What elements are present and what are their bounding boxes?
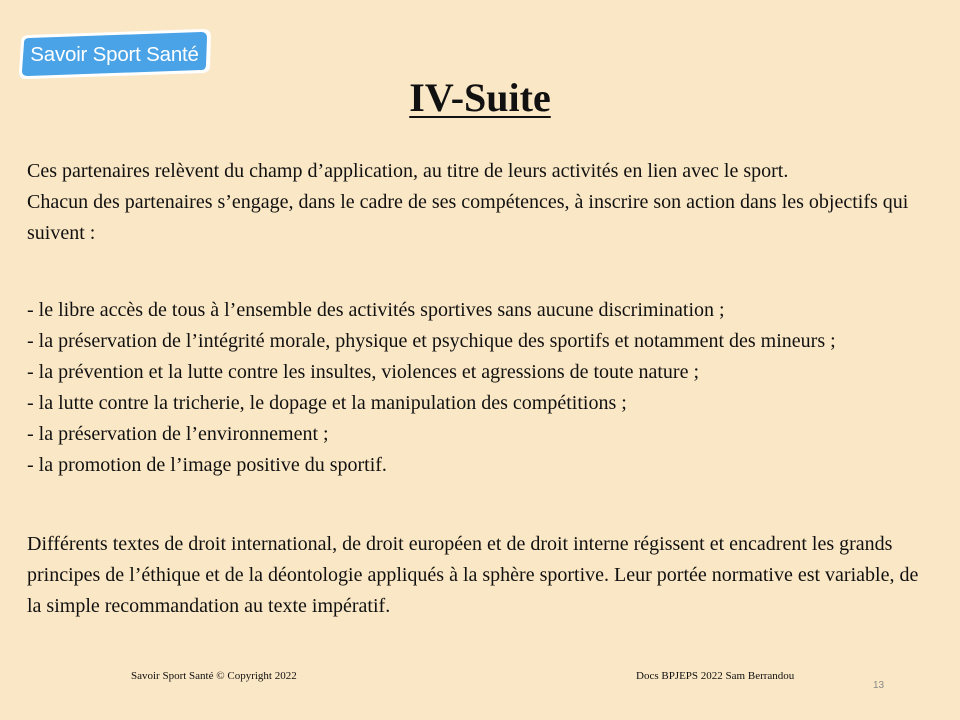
page-number: 13 — [873, 680, 885, 691]
objectives-list — [27, 295, 932, 481]
logo-text: Savoir Sport Santé — [30, 43, 199, 66]
intro-paragraph: Ces partenaires relèvent du champ d’application, au titre de leurs activités en lien avec le sport. — [27, 160, 789, 182]
conclusion-paragraph: Différents textes de droit international, de droit européen et de droit interne régissent et encadrent les grands principes de l’éthique et de la déontologie appliqués à la sphère sportive. Leur portée normative est variable, de la simple recommandation au texte impératif. — [27, 533, 919, 617]
conclusion-block — [27, 529, 932, 622]
objective-item: - le libre accès de tous à l’ensemble des activités sportives sans aucune discrimination ; — [27, 299, 725, 321]
slide-title: IV-Suite — [409, 75, 551, 120]
objective-item: - la prévention et la lutte contre les insultes, violences et agressions de toute nature ; — [27, 361, 700, 383]
footer-author: Docs BPJEPS 2022 Sam Berrandou — [636, 670, 795, 682]
intro-block — [27, 156, 932, 249]
objective-item: - la lutte contre la tricherie, le dopage et la manipulation des compétitions ; — [27, 392, 627, 414]
objective-item: - la préservation de l’environnement ; — [27, 423, 329, 445]
footer-copyright: Savoir Sport Santé © Copyright 2022 — [131, 670, 297, 682]
logo — [17, 28, 212, 80]
objective-item: - la promotion de l’image positive du sportif. — [27, 454, 387, 476]
intro-paragraph: Chacun des partenaires s’engage, dans le cadre de ses compétences, à inscrire son action dans les objectifs qui suivent : — [27, 191, 909, 244]
objective-item: - la préservation de l’intégrité morale, physique et psychique des sportifs et notamment des mineurs ; — [27, 330, 836, 352]
